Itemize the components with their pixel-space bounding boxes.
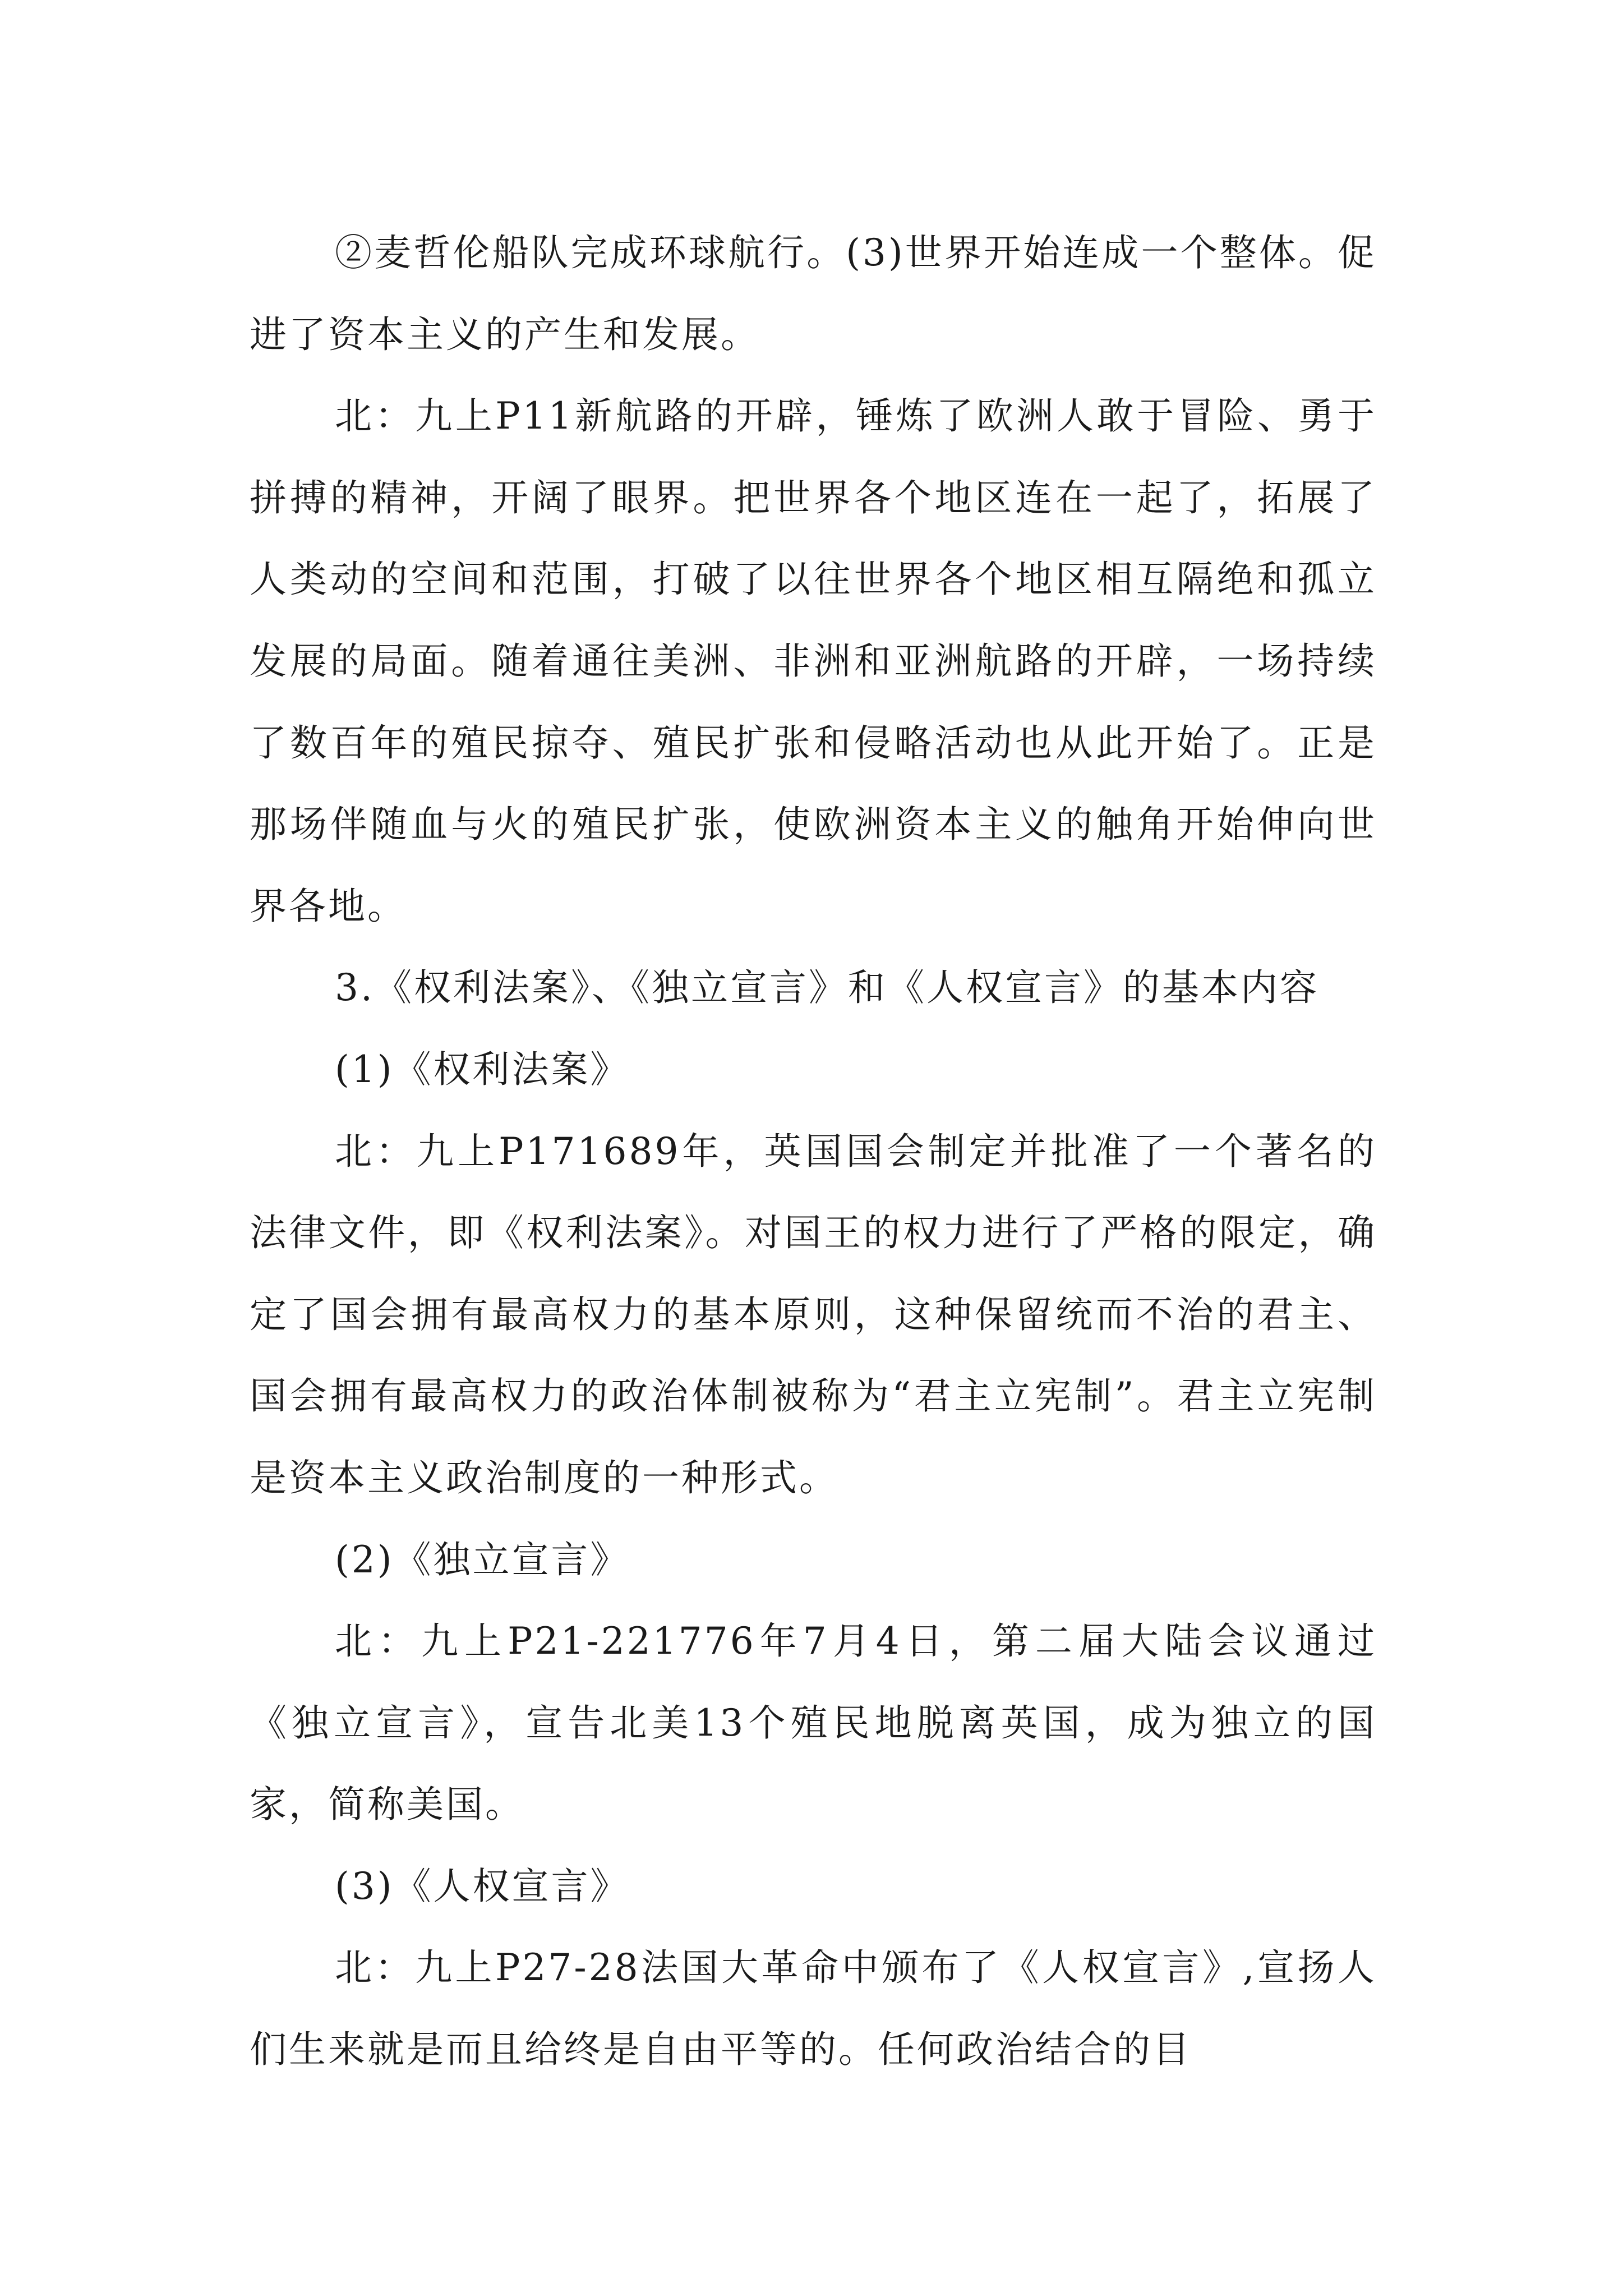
paragraph-circumnavigation: ②麦哲伦船队完成环球航行。(3)世界开始连成一个整体。促进了资本主义的产生和发展。 bbox=[250, 231, 1377, 356]
subheading-bill-of-rights: (1)《权利法案》 bbox=[335, 1047, 630, 1091]
paragraph-bill-of-rights: 北：九上P171689年，英国国会制定并批准了一个著名的法律文件，即《权利法案》。对国王的权力进行了严格的限定，确定了国会拥有最高权力的基本原则，这种保留统而不治的君主、国会拥有最高权力的政治体制被称为“君主立宪制”。君主立宪制是资本主义政治制度的一种形式。 bbox=[250, 1129, 1377, 1499]
paragraph-rights-of-man: 北：九上P27-28法国大革命中颁布了《人权宣言》,宣扬人们生来就是而且给终是自由平等的。任何政治结合的目 bbox=[250, 1946, 1377, 2072]
subheading-declaration-of-independence: (2)《独立宣言》 bbox=[335, 1538, 630, 1581]
section-heading-declarations: 3.《权利法案》、《独立宣言》和《人权宣言》的基本内容 bbox=[335, 966, 1319, 1010]
paragraph-declaration-of-independence: 北：九上P21-221776年7月4日，第二届大陆会议通过《独立宣言》，宣告北美13个殖民地脱离英国，成为独立的国家，简称美国。 bbox=[250, 1619, 1377, 1826]
paragraph-new-sea-routes: 北：九上P11新航路的开辟，锤炼了欧洲人敢于冒险、勇于拼搏的精神，开阔了眼界。把世界各个地区连在一起了，拓展了人类动的空间和范围，打破了以往世界各个地区相互隔绝和孤立发展的局面。随着通往美洲、非洲和亚洲航路的开辟，一场持续了数百年的殖民掠夺、殖民扩张和侵略活动也从此开始了。正是那场伴随血与火的殖民扩张，使欧洲资本主义的触角开始伸向世界各地。 bbox=[250, 394, 1377, 928]
subheading-rights-of-man: (3)《人权宣言》 bbox=[335, 1864, 630, 1908]
document-body bbox=[250, 212, 1377, 2091]
